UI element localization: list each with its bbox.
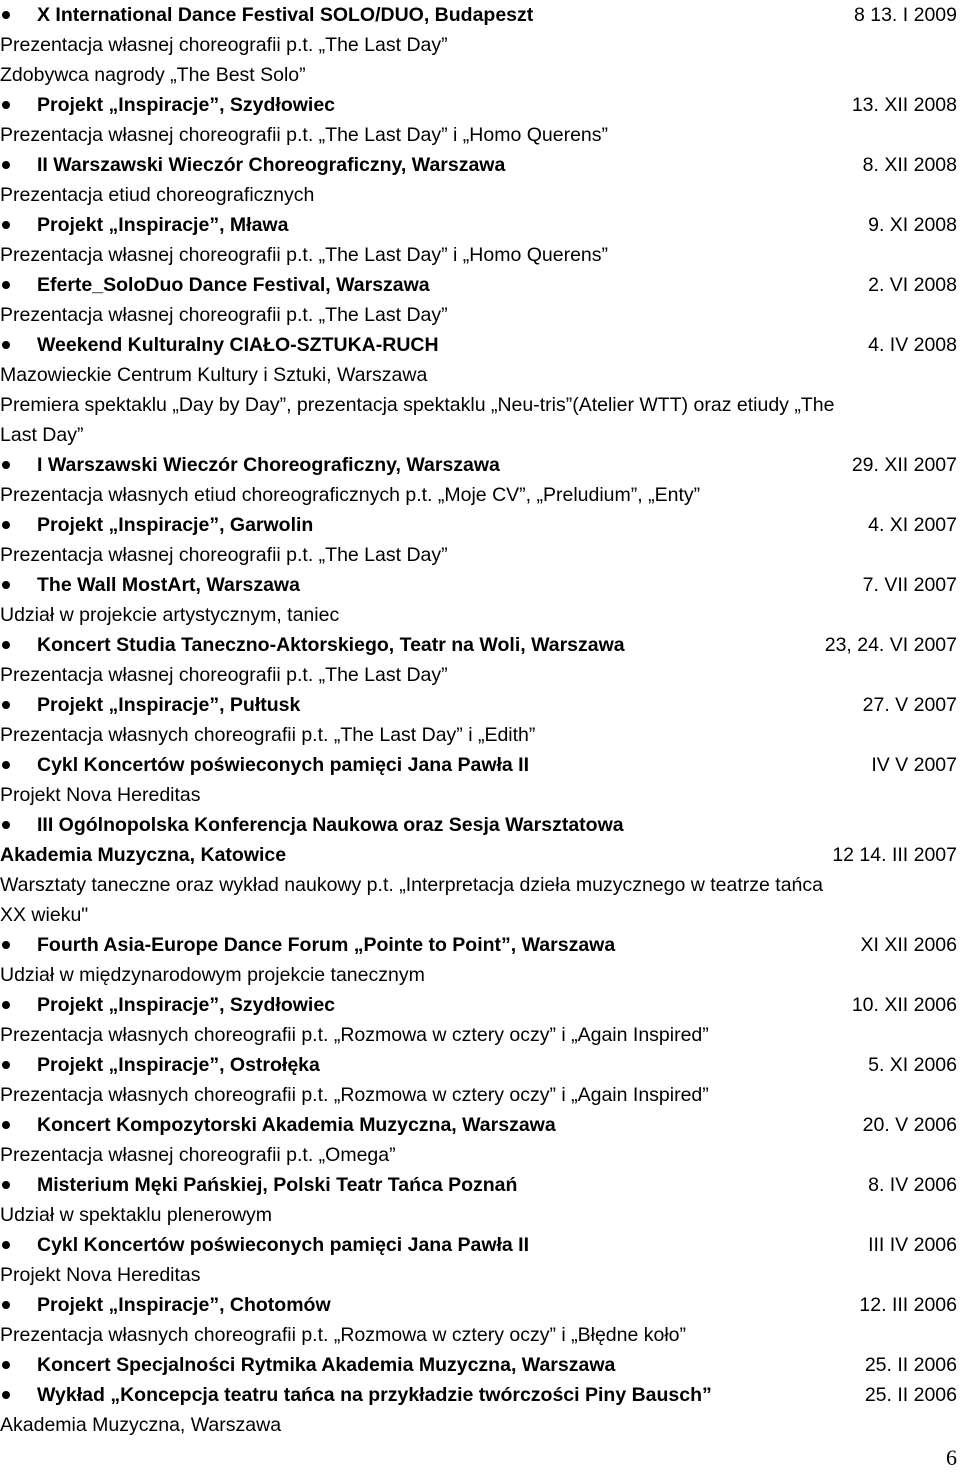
entry-detail-line (0, 900, 960, 930)
entry-detail-text: Udział w międzynarodowym projekcie tanecznym (0, 964, 425, 986)
entry-title: Cykl Koncertów poświeconych pamięci Jana Pawła II (37, 1234, 530, 1256)
entry-heading (0, 0, 960, 30)
entry-heading (0, 1290, 960, 1320)
entry-date: 8 13. I 2009 (853, 4, 957, 26)
bullet-icon (2, 1001, 10, 1009)
entry-date: 27. V 2007 (862, 694, 957, 716)
entry-detail-text: Prezentacja etiud choreograficznych (0, 184, 315, 206)
entry-title: The Wall MostArt, Warszawa (37, 574, 300, 596)
entry-title: Projekt „Inspiracje”, Ostrołęka (37, 1054, 320, 1076)
entry-detail-text: Prezentacja własnej choreografii p.t. „The Last Day” i „Homo Querens” (0, 124, 609, 146)
entry-detail-line (0, 1260, 960, 1290)
entry-title: Eferte_SoloDuo Dance Festival, Warszawa (37, 274, 430, 296)
bullet-icon (2, 1061, 10, 1069)
bullet-icon (2, 281, 10, 289)
bullet-icon (2, 101, 10, 109)
entry-detail-line (0, 720, 960, 750)
entry-detail-line (0, 1320, 960, 1350)
entry-heading (0, 1050, 960, 1080)
entry-heading (0, 990, 960, 1020)
entry-date: 25. II 2006 (864, 1384, 957, 1406)
entry-detail-line (0, 120, 960, 150)
entry-detail-line (0, 1410, 960, 1440)
entry-detail-line (0, 390, 960, 420)
entry-title: Projekt „Inspiracje”, Garwolin (37, 514, 314, 536)
entry-title: Projekt „Inspiracje”, Chotomów (37, 1294, 331, 1316)
entry-date: 13. XII 2008 (851, 94, 957, 116)
entry-date: IV V 2007 (871, 754, 957, 776)
entry-detail-line (0, 1080, 960, 1110)
entry-heading (0, 840, 960, 870)
entry-detail-line (0, 180, 960, 210)
entry-heading (0, 1110, 960, 1140)
entry-detail-text: Warsztaty taneczne oraz wykład naukowy p.t. „Interpretacja dzieła muzycznego w teatrze tańca (0, 874, 823, 896)
entry-detail-line (0, 780, 960, 810)
entry-heading (0, 450, 960, 480)
entry-title: Koncert Studia Taneczno-Aktorskiego, Teatr na Woli, Warszawa (37, 634, 625, 656)
entry-detail-text: Udział w spektaklu plenerowym (0, 1204, 273, 1226)
entry-date: 8. XII 2008 (862, 154, 957, 176)
entry-detail-text: Akademia Muzyczna, Warszawa (0, 1414, 282, 1436)
entry-heading (0, 210, 960, 240)
bullet-icon (2, 11, 10, 19)
bullet-icon (2, 521, 10, 529)
bullet-icon (2, 161, 10, 169)
entry-detail-line (0, 30, 960, 60)
entry-heading (0, 270, 960, 300)
entry-date: 2. VI 2008 (868, 274, 957, 296)
entry-detail-text: Prezentacja własnej choreografii p.t. „The Last Day” (0, 664, 448, 686)
entry-title: Fourth Asia-Europe Dance Forum „Pointe to Point”, Warszawa (37, 934, 616, 956)
entry-heading (0, 510, 960, 540)
entry-heading (0, 90, 960, 120)
entry-detail-text: Prezentacja własnej choreografii p.t. „The Last Day” (0, 304, 448, 326)
bullet-icon (2, 941, 10, 949)
entry-detail-text: Last Day” (0, 424, 84, 446)
entry-heading (0, 750, 960, 780)
entry-date: 7. VII 2007 (862, 574, 957, 596)
bullet-icon (2, 761, 10, 769)
entry-date: 5. XI 2006 (868, 1054, 957, 1076)
entry-date: 12. III 2006 (859, 1294, 957, 1316)
bullet-icon (2, 1391, 10, 1399)
entry-title: Projekt „Inspiracje”, Pułtusk (37, 694, 301, 716)
entry-title: Wykład „Koncepcja teatru tańca na przykładzie twórczości Piny Bausch” (37, 1384, 712, 1406)
entry-date: XI XII 2006 (860, 934, 957, 956)
entry-detail-text: Udział w projekcie artystycznym, taniec (0, 604, 340, 626)
bullet-icon (2, 581, 10, 589)
entry-date: 25. II 2006 (864, 1354, 957, 1376)
entry-heading (0, 330, 960, 360)
bullet-icon (2, 1121, 10, 1129)
entry-date: 23, 24. VI 2007 (824, 634, 957, 656)
bullet-icon (2, 1241, 10, 1249)
entry-heading (0, 1350, 960, 1380)
entry-detail-text: Mazowieckie Centrum Kultury i Sztuki, Warszawa (0, 364, 428, 386)
bullet-icon (2, 821, 10, 829)
entry-detail-text: Premiera spektaklu „Day by Day”, prezentacja spektaklu „Neu-tris”(Atelier WTT) oraz etiudy „The (0, 394, 835, 416)
entry-detail-text: Prezentacja własnych choreografii p.t. „Rozmowa w cztery oczy” i „Błędne koło” (0, 1324, 687, 1346)
entry-heading (0, 930, 960, 960)
entry-heading (0, 1380, 960, 1410)
bullet-icon (2, 221, 10, 229)
entry-detail-line (0, 1020, 960, 1050)
entry-title: Projekt „Inspiracje”, Mława (37, 214, 289, 236)
page-number: 6 (946, 1445, 957, 1470)
entry-title: Projekt „Inspiracje”, Szydłowiec (37, 94, 336, 116)
entry-date: 8. IV 2006 (868, 1174, 957, 1196)
bullet-icon (2, 1301, 10, 1309)
bullet-icon (2, 701, 10, 709)
entry-detail-line (0, 1200, 960, 1230)
entry-detail-text: Prezentacja własnych etiud choreograficznych p.t. „Moje CV”, „Preludium”, „Enty” (0, 484, 701, 506)
entry-detail-text: Prezentacja własnej choreografii p.t. „The Last Day” (0, 544, 448, 566)
entry-title: Cykl Koncertów poświeconych pamięci Jana Pawła II (37, 754, 530, 776)
entry-detail-text: Prezentacja własnej choreografii p.t. „The Last Day” i „Homo Querens” (0, 244, 609, 266)
entry-detail-line (0, 600, 960, 630)
entry-detail-line (0, 300, 960, 330)
entry-detail-line (0, 480, 960, 510)
entry-detail-line (0, 870, 960, 900)
entry-heading (0, 1170, 960, 1200)
entry-detail-text: Projekt Nova Hereditas (0, 784, 201, 806)
entry-title: Projekt „Inspiracje”, Szydłowiec (37, 994, 336, 1016)
entry-title: Koncert Specjalności Rytmika Akademia Muzyczna, Warszawa (37, 1354, 616, 1376)
entry-heading (0, 630, 960, 660)
entry-detail-text: Prezentacja własnych choreografii p.t. „Rozmowa w cztery oczy” i „Again Inspired” (0, 1084, 709, 1106)
entry-detail-text: XX wieku" (0, 904, 89, 926)
bullet-icon (2, 461, 10, 469)
entry-title: Akademia Muzyczna, Katowice (0, 844, 287, 866)
entry-title: Koncert Kompozytorski Akademia Muzyczna, Warszawa (37, 1114, 556, 1136)
entry-title: III Ogólnopolska Konferencja Naukowa oraz Sesja Warsztatowa (37, 814, 624, 836)
entry-date: III IV 2006 (868, 1234, 957, 1256)
entry-title: I Warszawski Wieczór Choreograficzny, Warszawa (37, 454, 500, 476)
entry-detail-line (0, 240, 960, 270)
entry-date: 10. XII 2006 (851, 994, 957, 1016)
entry-detail-line (0, 660, 960, 690)
entry-detail-line (0, 420, 960, 450)
entry-detail-text: Prezentacja własnej choreografii p.t. „Omega” (0, 1144, 396, 1166)
entry-title: Weekend Kulturalny CIAŁO-SZTUKA-RUCH (37, 334, 439, 356)
entry-date: 29. XII 2007 (851, 454, 957, 476)
entry-detail-text: Zdobywca nagrody „The Best Solo” (0, 64, 306, 86)
entry-detail-line (0, 1140, 960, 1170)
bullet-icon (2, 1181, 10, 1189)
entry-detail-line (0, 540, 960, 570)
entry-detail-text: Projekt Nova Hereditas (0, 1264, 201, 1286)
entry-date: 4. IV 2008 (868, 334, 957, 356)
entry-detail-line (0, 360, 960, 390)
entry-date: 9. XI 2008 (868, 214, 957, 236)
entry-heading (0, 570, 960, 600)
entry-detail-line (0, 60, 960, 90)
entry-date: 12 14. III 2007 (832, 844, 957, 866)
entry-title: X International Dance Festival SOLO/DUO, Budapeszt (37, 4, 534, 26)
entry-date: 4. XI 2007 (868, 514, 957, 536)
entry-detail-text: Prezentacja własnych choreografii p.t. „Rozmowa w cztery oczy” i „Again Inspired” (0, 1024, 709, 1046)
bullet-icon (2, 641, 10, 649)
bullet-icon (2, 341, 10, 349)
entry-heading (0, 810, 960, 840)
entry-title: II Warszawski Wieczór Choreograficzny, Warszawa (37, 154, 506, 176)
entry-title: Misterium Męki Pańskiej, Polski Teatr Tańca Poznań (37, 1174, 518, 1196)
entry-detail-text: Prezentacja własnych choreografii p.t. „The Last Day” i „Edith” (0, 724, 536, 746)
entry-detail-text: Prezentacja własnej choreografii p.t. „The Last Day” (0, 34, 448, 56)
entry-heading (0, 1230, 960, 1260)
entry-heading (0, 150, 960, 180)
entry-date: 20. V 2006 (862, 1114, 957, 1136)
bullet-icon (2, 1361, 10, 1369)
entry-heading (0, 690, 960, 720)
entry-detail-line (0, 960, 960, 990)
